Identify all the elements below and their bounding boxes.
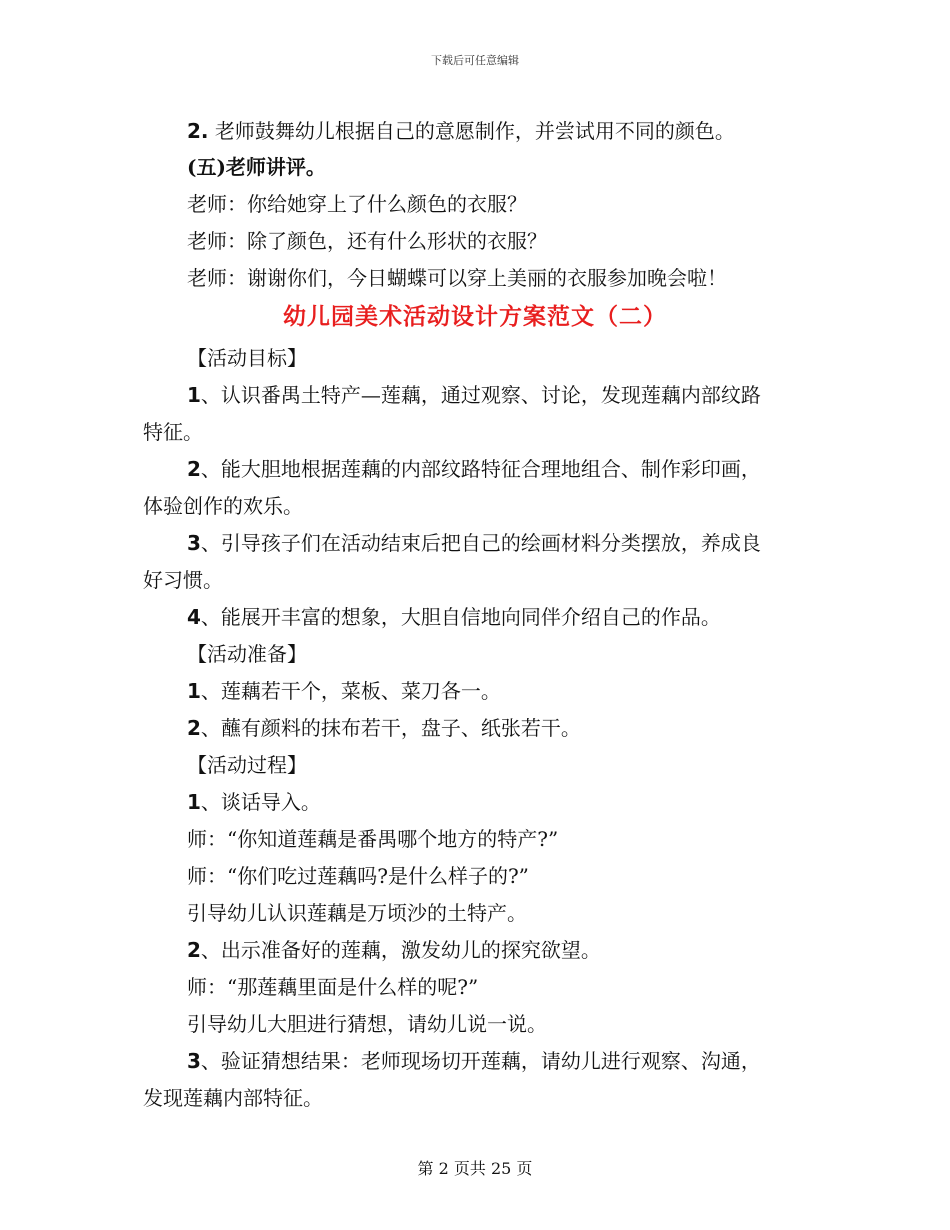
document-title: 幼儿园美术活动设计方案范文（二） <box>283 304 667 330</box>
paragraph-line: 体验创作的欢乐。 <box>143 494 303 518</box>
list-number: 2 <box>187 938 201 962</box>
list-number: 3 <box>187 1049 201 1073</box>
paragraph-line: 引导幼儿认识莲藕是万顷沙的土特产。 <box>187 901 527 925</box>
paragraph-line <box>187 1045 761 1074</box>
paragraph-line <box>187 786 321 815</box>
paragraph-line <box>187 379 761 408</box>
paragraph-line <box>187 601 721 630</box>
section-heading: 【活动准备】 <box>187 642 307 666</box>
section-heading: (五)老师讲评。 <box>187 155 326 179</box>
page-header: 下载后可任意编辑 <box>431 54 519 67</box>
paragraph-line <box>187 453 761 482</box>
paragraph-line: 师：“你知道莲藕是番禺哪个地方的特产?” <box>187 827 559 851</box>
paragraph-line: 师：“那莲藕里面是什么样的呢?” <box>187 975 479 999</box>
paragraph-line: 老师：你给她穿上了什么颜色的衣服？ <box>187 192 527 216</box>
page-footer: 第 2 页共 25 页 <box>417 1159 533 1178</box>
paragraph-text: 、蘸有颜料的抹布若干，盘子、纸张若干。 <box>200 716 581 740</box>
list-number: 4 <box>187 605 201 629</box>
paragraph-line <box>187 527 761 556</box>
list-number: 1 <box>187 383 201 407</box>
paragraph-line: 好习惯。 <box>143 568 223 592</box>
section-heading: 【活动目标】 <box>187 346 307 370</box>
paragraph-line: 发现莲藕内部特征。 <box>143 1086 323 1110</box>
paragraph-line: 老师：除了颜色，还有什么形状的衣服？ <box>187 229 547 253</box>
paragraph-line <box>187 115 735 144</box>
list-number: 2 <box>187 457 201 481</box>
paragraph-line <box>187 675 501 704</box>
list-number: 1 <box>187 679 201 703</box>
paragraph-text: 、验证猜想结果：老师现场切开莲藕，请幼儿进行观察、沟通， <box>200 1049 761 1073</box>
paragraph-line <box>187 934 601 963</box>
paragraph-line <box>187 712 581 741</box>
paragraph-text: 、能大胆地根据莲藕的内部纹路特征合理地组合、制作彩印画， <box>200 457 761 481</box>
paragraph-line: 老师：谢谢你们，今日蝴蝶可以穿上美丽的衣服参加晚会啦！ <box>187 266 727 290</box>
list-number: 3 <box>187 531 201 555</box>
paragraph-text: 、引导孩子们在活动结束后把自己的绘画材料分类摆放，养成良 <box>200 531 761 555</box>
paragraph-line: 师：“你们吃过莲藕吗?是什么样子的?” <box>187 864 529 888</box>
list-number: 2 <box>187 716 201 740</box>
list-number: 1 <box>187 790 201 814</box>
paragraph-text: 、莲藕若干个，菜板、菜刀各一。 <box>200 679 501 703</box>
paragraph-text: 、认识番禺土特产—莲藕，通过观察、讨论，发现莲藕内部纹路 <box>200 383 761 407</box>
paragraph-text: 、出示准备好的莲藕，激发幼儿的探究欲望。 <box>200 938 601 962</box>
paragraph-line: 引导幼儿大胆进行猜想，请幼儿说一说。 <box>187 1012 547 1036</box>
section-heading: 【活动过程】 <box>187 753 307 777</box>
list-number: 2. <box>187 119 209 143</box>
paragraph-text: 、谈话导入。 <box>200 790 321 814</box>
paragraph-text: 、能展开丰富的想象，大胆自信地向同伴介绍自己的作品。 <box>200 605 721 629</box>
paragraph-line: 特征。 <box>143 420 203 444</box>
paragraph-text: 老师鼓舞幼儿根据自己的意愿制作，并尝试用不同的颜色。 <box>208 119 735 143</box>
